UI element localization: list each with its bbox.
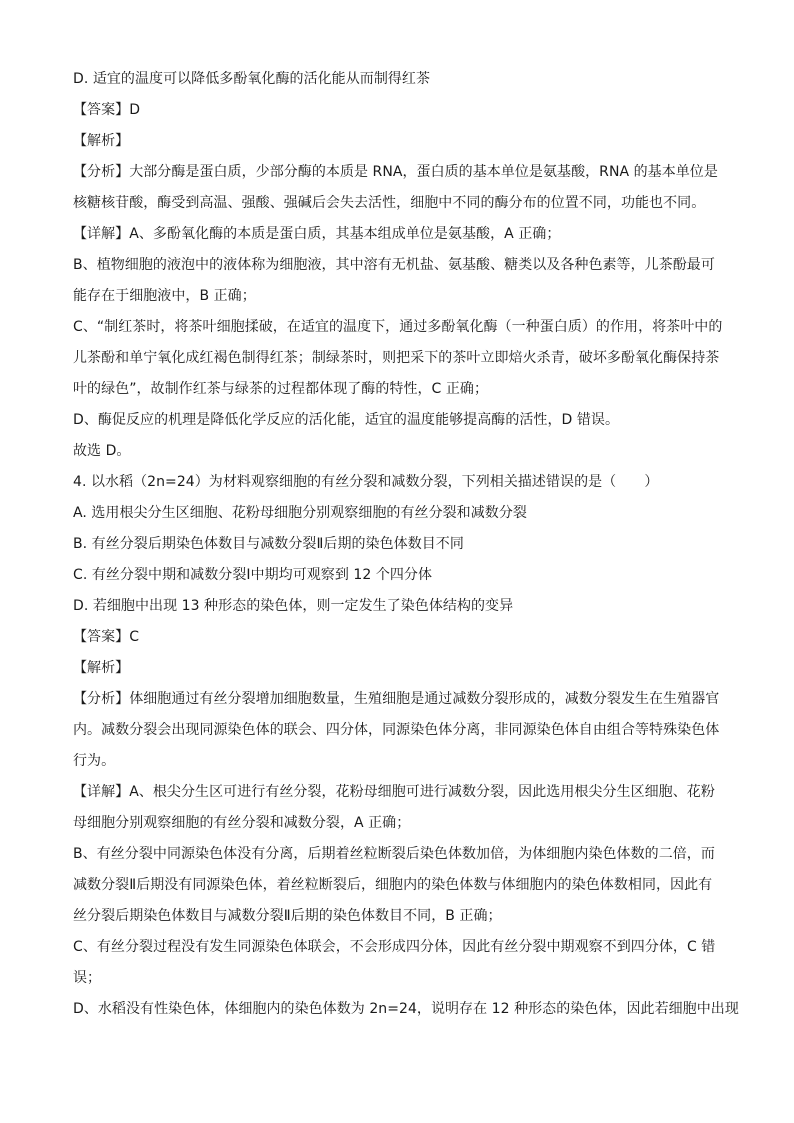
option-d-line: D. 适宜的温度可以降低多酚氧化酶的活化能从而制得红茶 bbox=[73, 71, 431, 87]
detail-text-line: D、水稻没有性染色体，体细胞内的染色体数为 2n=24，说明存在 12 种形态的染色体，因此若细胞中出现 bbox=[73, 1001, 739, 1017]
analysis-text-line: 【分析】大部分酶是蛋白质，少部分酶的本质是 RNA，蛋白质的基本单位是氨基酸，RNA 的基本单位是 bbox=[73, 164, 718, 180]
detail-text-line: 能存在于细胞液中，B 正确； bbox=[73, 288, 256, 304]
question-4-option-a: A. 选用根尖分生区细胞、花粉母细胞分别观察细胞的有丝分裂和减数分裂 bbox=[73, 505, 527, 521]
detail-text-line: B、有丝分裂中同源染色体没有分离，后期着丝粒断裂后染色体数加倍，为体细胞内染色体数的二倍，而 bbox=[73, 846, 715, 862]
analysis-text-line: 行为。 bbox=[73, 753, 116, 769]
detail-text-line: D、酶促反应的机理是降低化学反应的活化能，适宜的温度能够提高酶的活性，D 错误。 bbox=[73, 412, 620, 428]
detail-text-line: 儿茶酚和单宁氧化成红褐色制得红茶；制绿茶时，则把采下的茶叶立即焙火杀青，破坏多酚氧化酶保持茶 bbox=[73, 350, 720, 366]
document-page bbox=[73, 64, 739, 1025]
answer-label: 【答案】D bbox=[73, 102, 141, 118]
detail-text-line: 叶的绿色”，故制作红茶与绿茶的过程都体现了酶的特性，C 正确； bbox=[73, 381, 489, 397]
detail-text-line: C、“制红茶时，将茶叶细胞揉破，在适宜的温度下，通过多酚氧化酶（一种蛋白质）的作用，将茶叶中的 bbox=[73, 319, 723, 335]
question-4-option-b: B. 有丝分裂后期染色体数目与减数分裂Ⅱ后期的染色体数目不同 bbox=[73, 536, 464, 552]
detail-text-line: B、植物细胞的液泡中的液体称为细胞液，其中溶有无机盐、氨基酸、糖类以及各种色素等，儿茶酚最可 bbox=[73, 257, 715, 273]
analysis-text-line: 【分析】体细胞通过有丝分裂增加细胞数量，生殖细胞是通过减数分裂形成的，减数分裂发生在生殖器官 bbox=[73, 691, 720, 707]
detail-text-line: 误； bbox=[73, 970, 102, 986]
detail-text-line: 【详解】A、多酚氧化酶的本质是蛋白质，其基本组成单位是氨基酸，A 正确； bbox=[73, 226, 561, 242]
detail-text-line: 【详解】A、根尖分生区可进行有丝分裂，花粉母细胞可进行减数分裂，因此选用根尖分生区细胞、花粉 bbox=[73, 784, 715, 800]
detail-text-line: 母细胞分别观察细胞的有丝分裂和减数分裂，A 正确； bbox=[73, 815, 411, 831]
detail-text-line: C、有丝分裂过程没有发生同源染色体联会，不会形成四分体，因此有丝分裂中期观察不到四分体，C 错 bbox=[73, 939, 716, 955]
question-4-stem: 4. 以水稻（2n=24）为材料观察细胞的有丝分裂和减数分裂，下列相关描述错误的是（ ） bbox=[73, 474, 659, 490]
detail-text-line: 丝分裂后期染色体数目与减数分裂Ⅱ后期的染色体数目不同，B 正确； bbox=[73, 908, 502, 924]
choice-conclusion: 故选 D。 bbox=[73, 443, 131, 459]
answer-label: 【答案】C bbox=[73, 629, 140, 645]
detail-text-line: 减数分裂Ⅱ后期没有同源染色体，着丝粒断裂后，细胞内的染色体数与体细胞内的染色体数相同，因此有 bbox=[73, 877, 713, 893]
question-4-option-d: D. 若细胞中出现 13 种形态的染色体，则一定发生了染色体结构的变异 bbox=[73, 598, 514, 614]
question-4-option-c: C. 有丝分裂中期和减数分裂Ⅰ中期均可观察到 12 个四分体 bbox=[73, 567, 433, 583]
analysis-text-line: 内。减数分裂会出现同源染色体的联会、四分体，同源染色体分离，非同源染色体自由组合等特殊染色体 bbox=[73, 722, 720, 738]
analysis-text-line: 核糖核苷酸，酶受到高温、强酸、强碱后会失去活性，细胞中不同的酶分布的位置不同，功能也不同。 bbox=[73, 195, 706, 211]
analysis-label: 【解析】 bbox=[73, 133, 130, 149]
analysis-label: 【解析】 bbox=[73, 660, 130, 676]
